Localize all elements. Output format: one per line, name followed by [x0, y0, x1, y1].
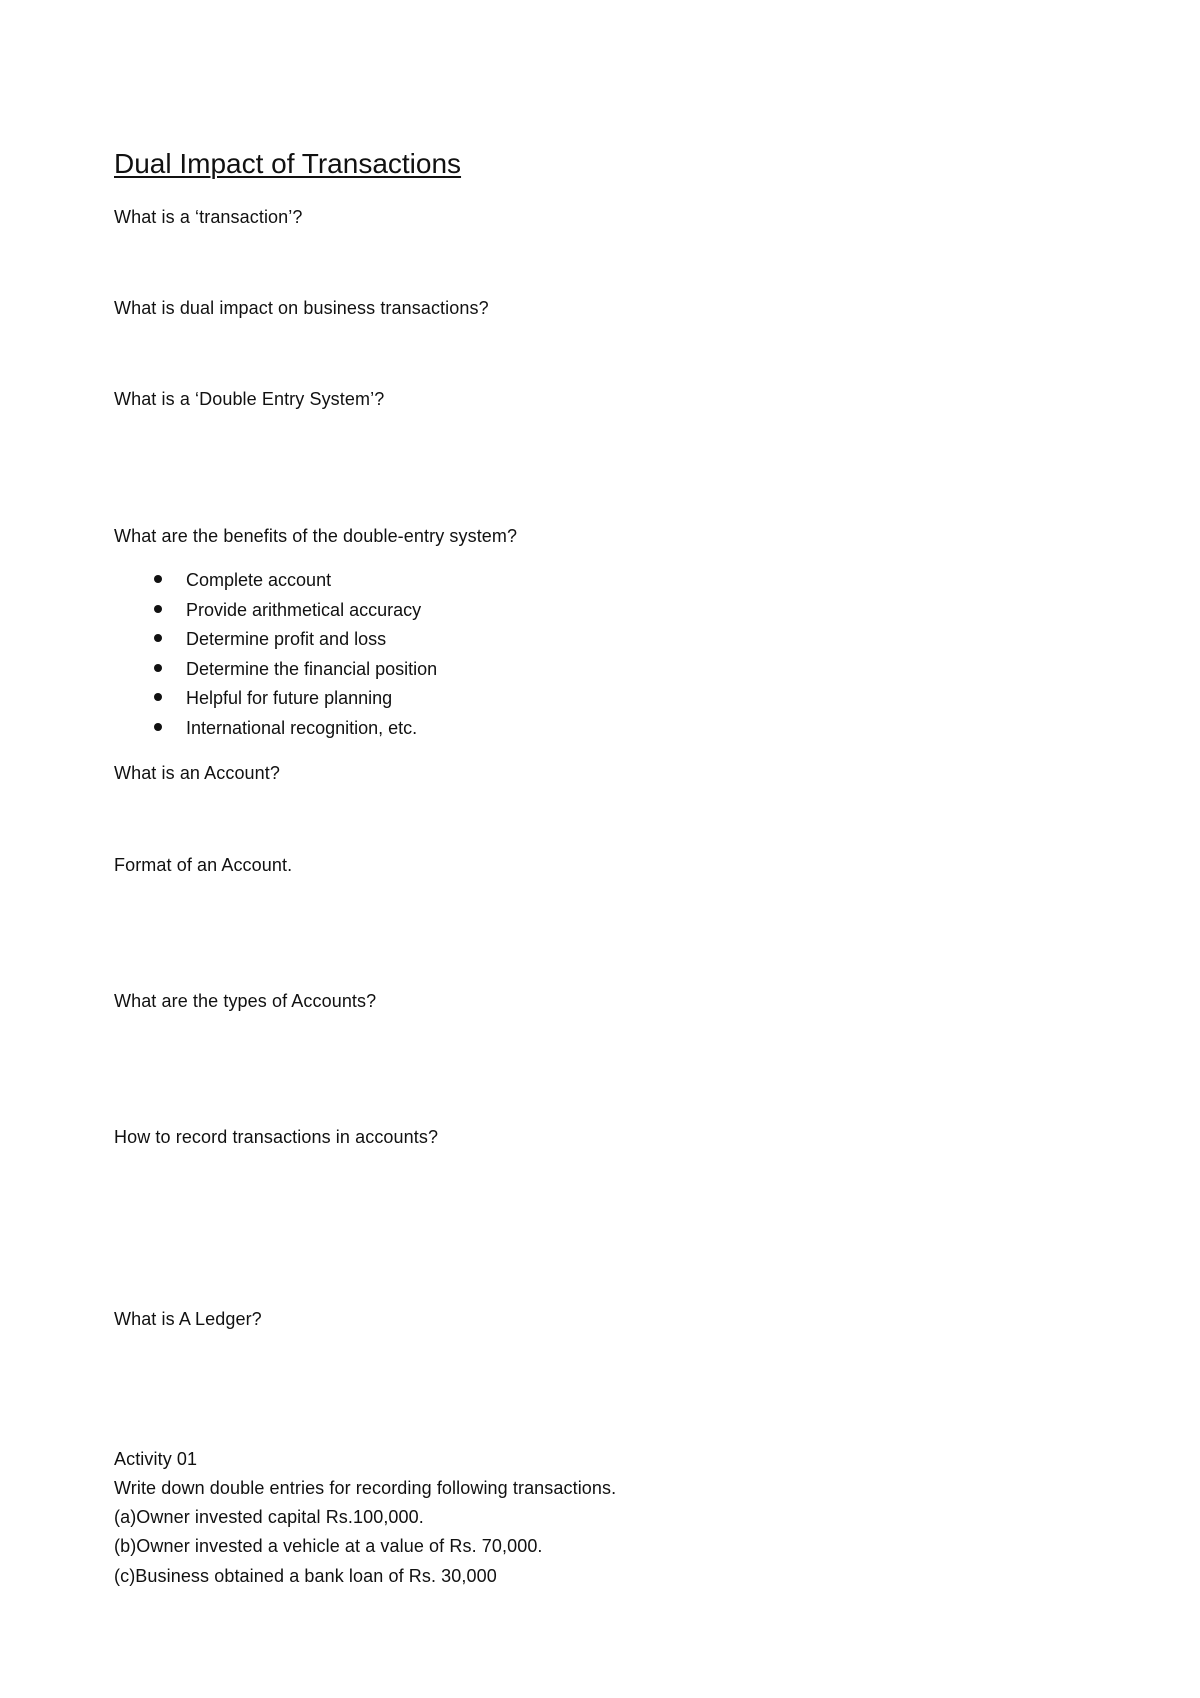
benefits-list: [114, 568, 437, 746]
list-item: [114, 716, 437, 746]
list-item: [114, 627, 437, 657]
list-item-label: Helpful for future planning: [186, 688, 393, 709]
question-ledger: What is A Ledger?: [114, 1309, 262, 1329]
list-item-label: Determine profit and loss: [186, 629, 387, 650]
page-title: Dual Impact of Transactions: [114, 148, 462, 179]
list-item-label: Determine the financial position: [186, 658, 438, 679]
question-account: What is an Account?: [114, 763, 280, 783]
bullet-icon: [154, 575, 162, 583]
list-item: [114, 686, 437, 716]
activity-heading: Activity 01: [114, 1449, 198, 1469]
bullet-icon: [154, 605, 162, 613]
activity-item: (c)Business obtained a bank loan of Rs. 30,000: [114, 1566, 497, 1586]
activity-instruction: Write down double entries for recording following transactions.: [114, 1478, 617, 1498]
list-item-label: International recognition, etc.: [186, 717, 418, 738]
activity-item: (b)Owner invested a vehicle at a value of Rs. 70,000.: [114, 1536, 543, 1556]
question-account-format: Format of an Account.: [114, 855, 293, 875]
list-item-label: Complete account: [186, 570, 332, 590]
question-dual-impact: What is dual impact on business transactions?: [114, 298, 489, 318]
question-transaction: What is a ‘transaction’?: [114, 207, 303, 227]
activity-item: (a)Owner invested capital Rs.100,000.: [114, 1507, 424, 1527]
list-item: [114, 568, 437, 598]
bullet-icon: [154, 664, 162, 672]
list-item: [114, 657, 437, 687]
question-double-entry-system: What is a ‘Double Entry System’?: [114, 389, 385, 409]
list-item: [114, 598, 437, 628]
question-account-types: What are the types of Accounts?: [114, 991, 377, 1011]
question-record-transactions: How to record transactions in accounts?: [114, 1127, 439, 1147]
bullet-icon: [154, 693, 162, 701]
bullet-icon: [154, 723, 162, 731]
list-item-label: Provide arithmetical accuracy: [186, 599, 422, 620]
bullet-icon: [154, 634, 162, 642]
question-benefits: What are the benefits of the double-entry system?: [114, 526, 518, 546]
